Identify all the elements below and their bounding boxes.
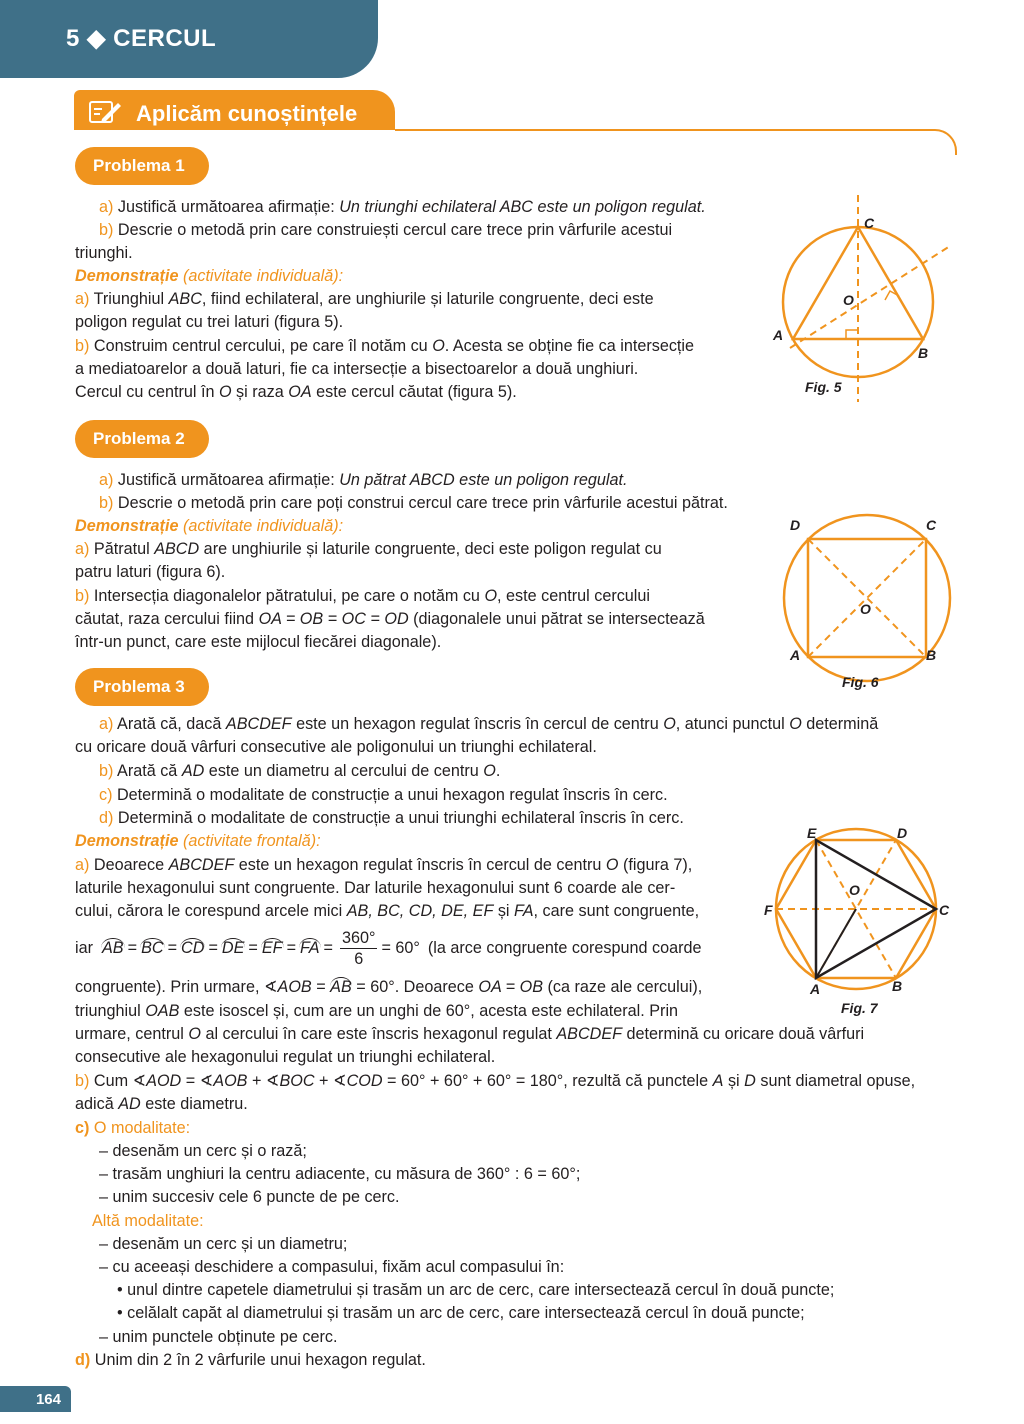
- p3-sol-a-1: a) Deoarece ABCDEF este un hexagon regulat înscris în cercul de centru O (figura 7),: [75, 856, 693, 874]
- arc-ef: EF: [261, 939, 283, 957]
- p2-sol-b-1: b) Intersecția diagonalelor pătratului, pe care o notăm cu O, este centrul cercului: [75, 587, 650, 605]
- p3-sol-a-2: laturile hexagonului sunt congruente. Dar laturile hexagonului sunt 6 coarde ale cer-: [75, 879, 676, 897]
- p2-sol-a-2: patru laturi (figura 6).: [75, 563, 226, 581]
- fig7-label-a: A: [810, 981, 821, 997]
- p2-sol-b-2: căutat, raza cercului fiind OA = OB = OC = OD (diagonalele unui pătrat se intersectează: [75, 610, 705, 628]
- equals-sign: =: [208, 938, 218, 957]
- section-rule-corner: [925, 129, 957, 155]
- p3-sol-a-6: triunghiul OAB este isoscel și, cum are un unghi de 60°, acesta este echilateral. Prin: [75, 1002, 679, 1020]
- fig7-label-d: D: [897, 825, 908, 841]
- figure-5: [760, 190, 960, 405]
- p3-sol-c-alt-title: Altă modalitate:: [92, 1212, 204, 1230]
- p1-demo-heading: Demonstrație (activitate individuală):: [75, 267, 344, 285]
- p2-demo-heading: Demonstrație (activitate individuală):: [75, 517, 344, 535]
- p3-sol-a-5: congruente). Prin urmare, ∢AOB = AB = 60°. Deoarece OA = OB (ca raze ale cercului),: [75, 978, 703, 996]
- p3-sol-c-title: c) O modalitate:: [75, 1119, 191, 1137]
- fraction-denominator: 6: [354, 949, 364, 968]
- problem-1-badge: Problema 1: [75, 147, 209, 185]
- p3-sol-a-3: cului, cărora le corespund arcele mici AB, BC, CD, DE, EF și FA, care sunt congruente,: [75, 902, 700, 920]
- p1-statement-b: b) Descrie o metodă prin care construiești cercul care trece prin vârfurile acestui: [99, 221, 673, 239]
- equals-sign: =: [127, 938, 138, 957]
- p3-sol-c-alt-bullet-2: • celălalt capăt al diametrului și trasăm un arc de cerc, care intersectează cercul în două puncte;: [117, 1304, 805, 1322]
- page-number: 164: [0, 1386, 71, 1412]
- p3-arc-equation: iar AB = BC = CD = DE = EF = FA = $\frac{360^\circ}{6}$ = 60° (la arce congruente corespund coarde: [75, 928, 702, 968]
- p2-statement-a: a) Justifică următoarea afirmație: Un pătrat ABCD este un poligon regulat.: [99, 471, 628, 489]
- section-rule: [395, 129, 935, 131]
- fig5-label-b: B: [918, 345, 929, 361]
- p3-sol-c-step-1: – desenăm un cerc și o rază;: [99, 1142, 307, 1160]
- p3-sol-c-alt-2: – cu aceeași deschidere a compasului, fixăm acul compasului în:: [99, 1258, 565, 1276]
- problem-2-badge: Problema 2: [75, 420, 209, 458]
- problem-3-badge: Problema 3: [75, 668, 209, 706]
- equals-sign: =: [167, 938, 178, 957]
- fig5-caption: Fig. 5: [805, 379, 842, 395]
- p3-sol-c-step-3: – unim succesiv cele 6 puncte de pe cerc.: [99, 1188, 400, 1206]
- arc-bc: BC: [141, 939, 164, 957]
- p1-statement-a: a) Justifică următoarea afirmație: Un triunghi echilateral ABC este un poligon regulat.: [99, 198, 706, 216]
- p3-sol-c-alt-3: – unim punctele obținute pe cerc.: [99, 1328, 338, 1346]
- p3-sol-b-2: adică AD este diametru.: [75, 1095, 248, 1113]
- p3-statement-d: d) Determină o modalitate de construcție a unui triunghi echilateral înscris în cerc.: [99, 809, 684, 827]
- p1-statement-b-cont: triunghi.: [75, 244, 133, 262]
- equals-sign: =: [323, 938, 333, 957]
- arc-fa: FA: [300, 939, 320, 957]
- equals-sign: =: [286, 938, 297, 957]
- p3-statement-a-2: cu oricare două vârfuri consecutive ale poligonului un triunghi echilateral.: [75, 738, 597, 756]
- p3-sol-c-alt-bullet-1: • unul dintre capetele diametrului și trasăm un arc de cerc, care intersectează cercul în două puncte;: [117, 1281, 835, 1299]
- arc-ab: AB: [102, 939, 124, 957]
- p1-sol-b-1: b) Construim centrul cercului, pe care îl notăm cu O. Acesta se obține fie ca intersecție: [75, 337, 695, 355]
- fig7-label-f: F: [764, 902, 773, 918]
- p2-sol-b-3: într-un punct, care este mijlocul fiecărei diagonale).: [75, 633, 442, 651]
- figure-6: [770, 510, 960, 695]
- fraction-numerator: 360°: [341, 928, 376, 947]
- p1-sol-b-2: a mediatoarelor a două laturi, fie ca intersecție a bisectoarelor a două unghiuri.: [75, 360, 639, 378]
- p3-statement-c: c) Determină o modalitate de construcție a unui hexagon regulat înscris în cerc.: [99, 786, 668, 804]
- figure-7: [755, 823, 960, 1023]
- fig6-label-d: D: [790, 517, 801, 533]
- p1-sol-a-2: poligon regulat cu trei laturi (figura 5).: [75, 313, 344, 331]
- p3-statement-b: b) Arată că AD este un diametru al cercului de centru O.: [99, 762, 501, 780]
- chapter-title: 5 ◆ CERCUL: [66, 25, 217, 52]
- p3-demo-heading: Demonstrație (activitate frontală):: [75, 832, 321, 850]
- section-title: Aplicăm cunoștințele: [136, 101, 358, 126]
- p3-sol-c-alt-1: – desenăm un cerc și un diametru;: [99, 1235, 348, 1253]
- fig6-label-o: O: [860, 601, 871, 617]
- fig7-caption: Fig. 7: [841, 1000, 878, 1016]
- fig6-label-a: A: [790, 647, 801, 663]
- fig7-label-o: O: [849, 882, 860, 898]
- p3-statement-a-1: a) Arată că, dacă ABCDEF este un hexagon regulat înscris în cercul de centru O, atunci punctul O determină: [99, 715, 879, 733]
- fig7-label-e: E: [807, 825, 817, 841]
- p2-statement-b: b) Descrie o metodă prin care poți construi cercul care trece prin vârfurile acestui pătrat.: [99, 494, 728, 512]
- p3-sol-a-8: consecutive ale hexagonului regulat un triunghi echilateral.: [75, 1048, 496, 1066]
- pencil-note-icon: [88, 99, 122, 125]
- fig7-label-c: C: [939, 902, 950, 918]
- p1-sol-a-1: a) Triunghiul ABC, fiind echilateral, are unghiurile și laturile congruente, deci este: [75, 290, 654, 308]
- arc-cd: CD: [181, 939, 205, 957]
- arc-de: DE: [221, 939, 245, 957]
- fig6-label-b: B: [926, 647, 937, 663]
- p2-sol-a-1: a) Pătratul ABCD are unghiurile și laturile congruente, deci este poligon regulat cu: [75, 540, 662, 558]
- fig6-label-c: C: [926, 517, 937, 533]
- p3-sol-d: d) Unim din 2 în 2 vârfurile unui hexagon regulat.: [75, 1351, 426, 1369]
- p1-sol-b-3: Cercul cu centrul în O și raza OA este cercul căutat (figura 5).: [75, 383, 517, 401]
- fig5-label-o: O: [843, 292, 854, 308]
- p3-sol-c-step-2: – trasăm unghiuri la centru adiacente, cu măsura de 360° : 6 = 60°;: [99, 1165, 581, 1183]
- fig6-caption: Fig. 6: [842, 674, 879, 690]
- fig5-label-c: C: [864, 215, 875, 231]
- p3-sol-b-1: b) Cum ∢AOD = ∢AOB + ∢BOC + ∢COD = 60° + 60° + 60° = 180°, rezultă că punctele A și D sunt diametral opuse,: [75, 1072, 916, 1090]
- equals-sign: =: [248, 938, 258, 957]
- fig7-label-b: B: [892, 978, 903, 994]
- p3-sol-a-7: urmare, centrul O al cercului în care este înscris hexagonul regulat ABCDEF determină cu oricare două vârfuri: [75, 1025, 865, 1043]
- fig5-label-a: A: [773, 327, 784, 343]
